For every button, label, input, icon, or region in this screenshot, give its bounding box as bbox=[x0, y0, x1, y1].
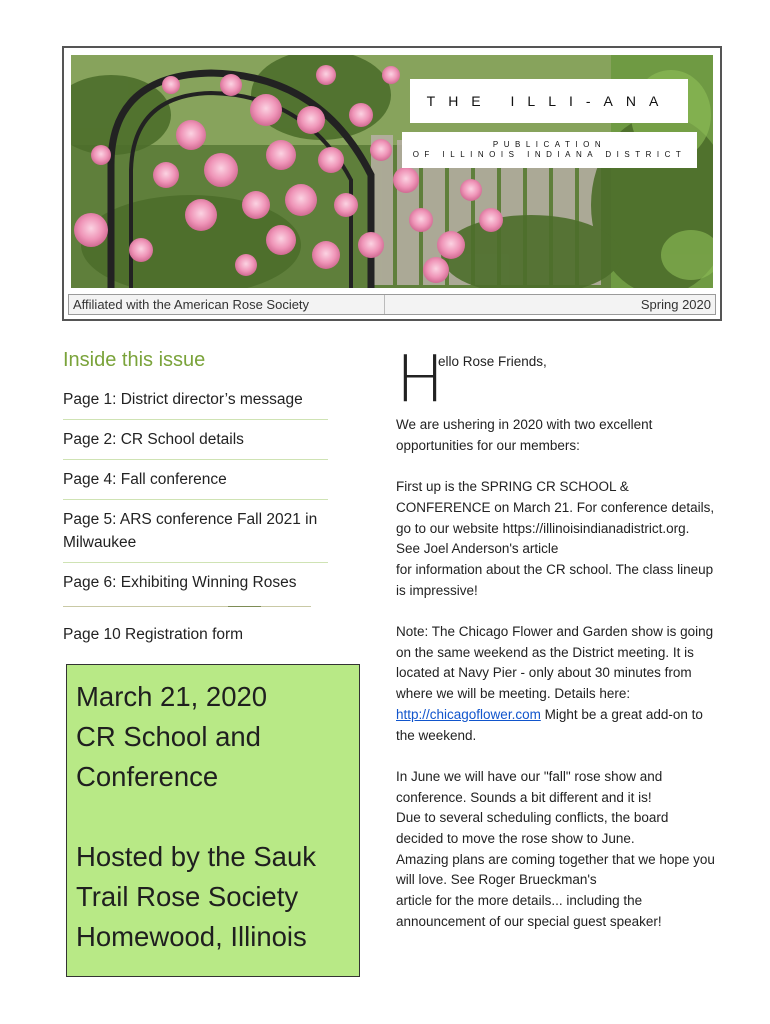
table-of-contents bbox=[63, 386, 328, 660]
letter-paragraph bbox=[396, 767, 716, 933]
promo-line: Conference bbox=[76, 761, 219, 792]
letter-greeting: ello Rose Friends, bbox=[438, 354, 547, 369]
promo-date: March 21, 2020 bbox=[76, 681, 268, 712]
letter-text: Might be a great add-on to the weekend. bbox=[396, 706, 703, 743]
event-promo-box bbox=[66, 664, 360, 977]
toc-item: Page 6: Exhibiting Winning Roses bbox=[63, 574, 297, 591]
newsletter-title: THE ILLI-ANA bbox=[410, 79, 688, 123]
letter-text: Note: The Chicago Flower and Garden show is going on the same weekend as the District meeting. It is located at Navy Pier - only about 30 minutes from where we will be meeting. Details here: bbox=[396, 624, 714, 702]
letter-text: Due to several scheduling conflicts, the board decided to move the rose show to June. bbox=[396, 810, 669, 847]
promo-spacer bbox=[76, 797, 350, 837]
toc-item: Page 2: CR School details bbox=[63, 426, 328, 460]
masthead bbox=[62, 46, 722, 321]
letter-text: In June we will have our "fall" rose show and conference. Sounds a bit different and it is! bbox=[396, 768, 663, 805]
masthead-footer bbox=[68, 294, 716, 315]
inside-this-issue-heading: Inside this issue bbox=[63, 349, 206, 371]
director-letter bbox=[396, 415, 716, 953]
promo-line: Hosted by the Sauk bbox=[76, 841, 317, 872]
drop-cap: H bbox=[396, 343, 445, 417]
footer-divider bbox=[384, 295, 385, 314]
toc-item: Page 1: District director’s message bbox=[63, 386, 328, 420]
toc-divider bbox=[63, 606, 311, 607]
toc-item: Page 4: Fall conference bbox=[63, 466, 328, 500]
toc-item: Page 5: ARS conference Fall 2021 in Milwaukee bbox=[63, 506, 328, 563]
letter-text: for information about the CR school. The class lineup is impressive! bbox=[396, 561, 714, 598]
issue-date: Spring 2020 bbox=[640, 297, 711, 312]
affiliation-text: Affiliated with the American Rose Society bbox=[73, 297, 310, 312]
letter-paragraph bbox=[396, 477, 716, 601]
promo-line: Trail Rose Society bbox=[76, 881, 299, 912]
promo-line: Homewood, Illinois bbox=[76, 921, 307, 952]
letter-text: article for the more details... including the announcement of our special guest speaker! bbox=[396, 893, 662, 929]
newsletter-subtitle bbox=[402, 132, 697, 168]
letter-paragraph: We are ushering in 2020 with two excellent opportunities for our members: bbox=[396, 417, 653, 453]
chicago-flower-link[interactable]: http://chicagoflower.com bbox=[396, 706, 541, 722]
letter-text: Amazing plans are coming together that we hope you will love. See Roger Brueckman's bbox=[396, 851, 715, 888]
promo-line: CR School and bbox=[76, 721, 261, 752]
letter-paragraph bbox=[396, 622, 716, 746]
subtitle-line-1: PUBLICATION bbox=[492, 140, 607, 149]
subtitle-line-2: OF ILLINOIS INDIANA DISTRICT bbox=[412, 150, 687, 159]
toc-item: Page 10 Registration form bbox=[63, 626, 244, 643]
letter-text: First up is the SPRING CR SCHOOL & CONFERENCE on March 21. For conference details, go to our website https://illinoisindianadistrict.org. See Joel Anderson's article bbox=[396, 479, 715, 557]
